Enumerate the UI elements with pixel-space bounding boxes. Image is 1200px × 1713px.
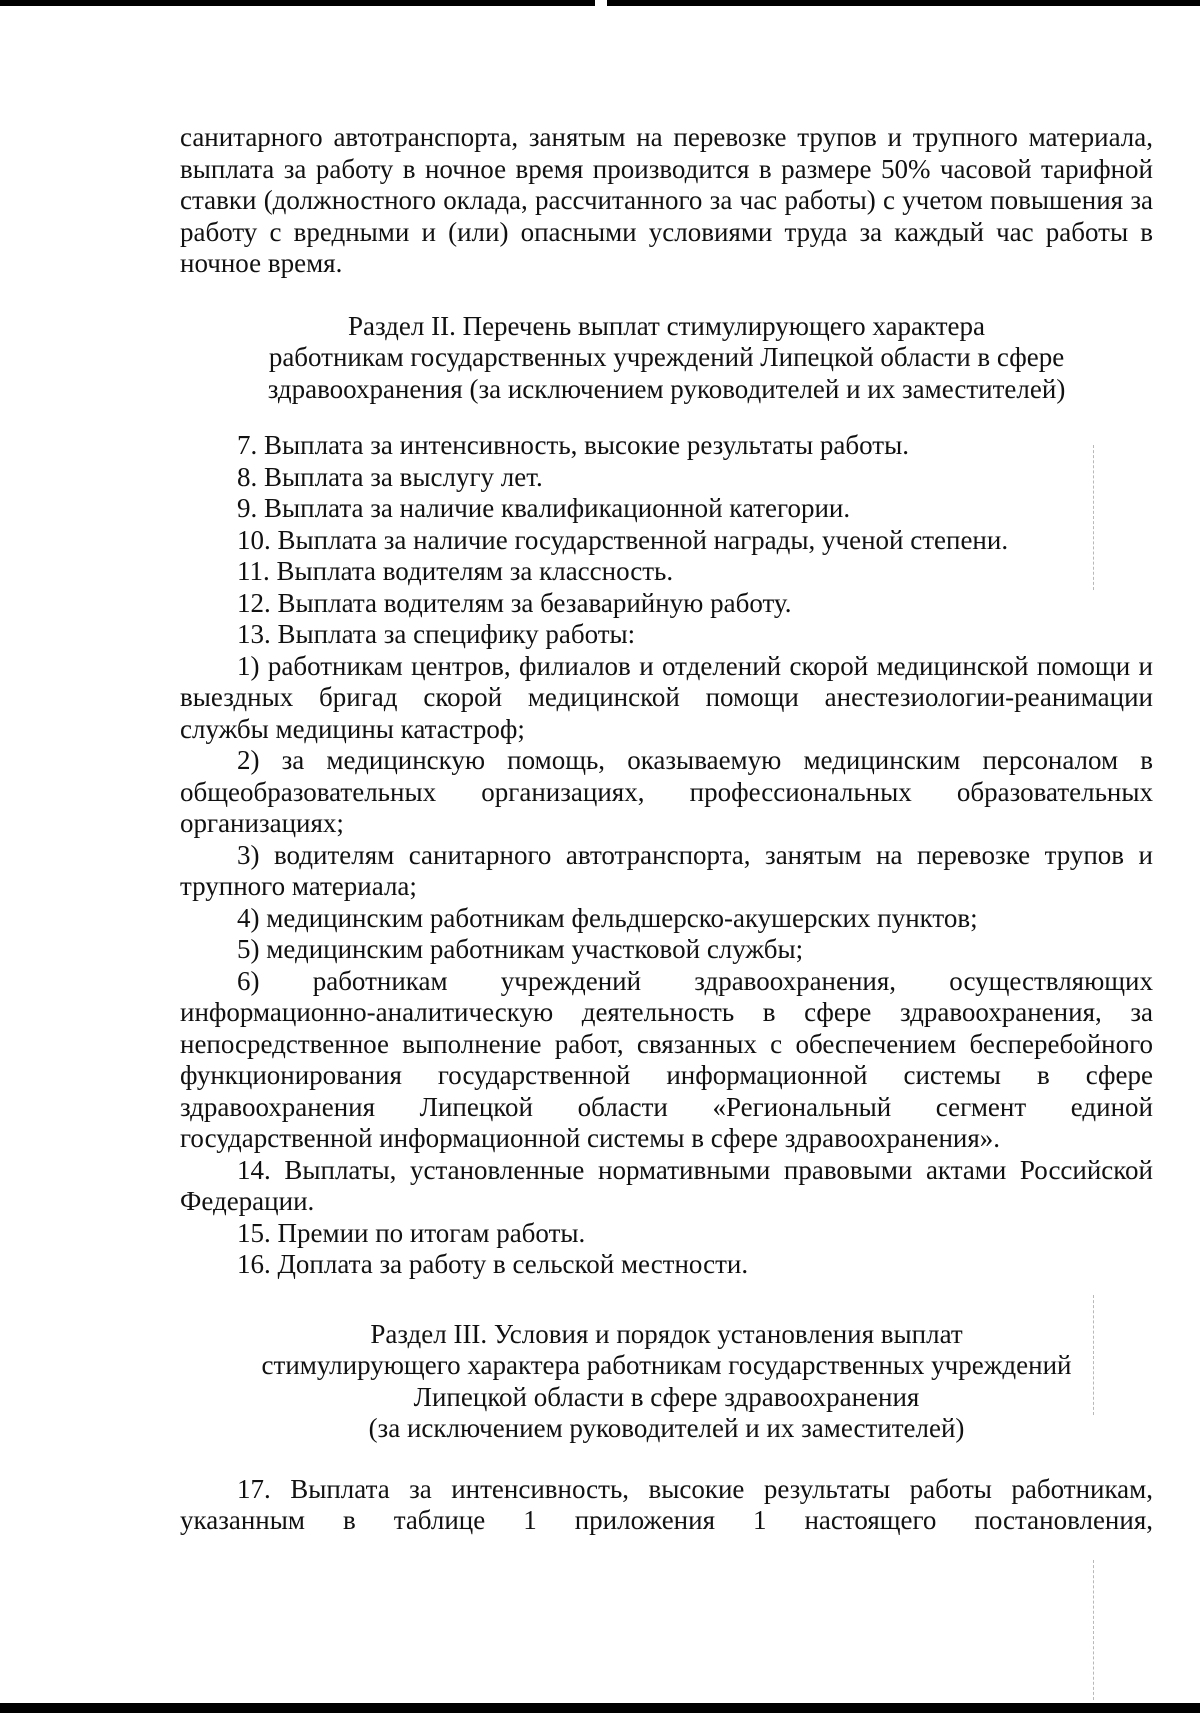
list-item: 15. Премии по итогам работы.: [237, 1217, 586, 1248]
scan-artifact-line: [1093, 1560, 1094, 1700]
section-2-heading: [180, 311, 1153, 406]
spacer: [180, 405, 1153, 430]
list-item: 10. Выплата за наличие государственной награды, ученой степени.: [237, 524, 1009, 555]
list-subitem: 5) медицинским работникам участковой службы;: [237, 934, 804, 964]
list-item: 8. Выплата за выслугу лет.: [237, 461, 543, 492]
list-item: 9. Выплата за наличие квалификационной категории.: [237, 493, 851, 523]
spacer: [180, 280, 1153, 311]
section-heading-line: стимулирующего характера работникам государственных учреждений: [261, 1350, 1072, 1380]
list-item: 7. Выплата за интенсивность, высокие результаты работы.: [237, 430, 909, 460]
spacer: [180, 1445, 1153, 1474]
scan-border-bottom: [0, 1703, 1200, 1713]
list-subitem: 1) работникам центров, филиалов и отделений скорой медицинской помощи и выездных бригад скорой медицинской помощи анестезиологии-реанимации службы медицины катастроф;: [180, 650, 1153, 744]
section-heading-line: Раздел III. Условия и порядок установления выплат: [370, 1318, 963, 1349]
spacer: [180, 1281, 1153, 1319]
section-2-list: [180, 430, 1153, 1281]
list-item: 16. Доплата за работу в сельской местности.: [237, 1249, 749, 1279]
list-subitem: 4) медицинским работникам фельдшерско-акушерских пунктов;: [237, 902, 978, 933]
list-subitem: 3) водителям санитарного автотранспорта, занятым на перевозке трупов и трупного материала;: [180, 839, 1153, 901]
paragraph-17: 17. Выплата за интенсивность, высокие результаты работы работникам, указанным в таблице 1 приложения 1 настоящего постановления,: [180, 1473, 1153, 1535]
section-heading-line: работникам государственных учреждений Липецкой области в сфере: [268, 342, 1065, 372]
list-subitem: 2) за медицинскую помощь, оказываемую медицинским персоналом в общеобразовательных организациях, профессиональных образовательных организациях;: [180, 745, 1153, 838]
list-item: 11. Выплата водителям за классность.: [237, 556, 674, 586]
scan-border-top-left: [0, 0, 595, 6]
intro-paragraph: санитарного автотранспорта, занятым на перевозке трупов и трупного материала, выплата за работу в ночное время производится в размере 50% часовой тарифной ставки (должностного оклада, рассчитанного за час работы) с учетом повышения за работу с вредными и (или) опасными условиями труда за каждый час работы в ночное время.: [180, 122, 1153, 278]
section-heading-line: Раздел II. Перечень выплат стимулирующего характера: [347, 310, 986, 341]
list-item: 14. Выплаты, установленные нормативными правовыми актами Российской Федерации.: [180, 1154, 1153, 1216]
list-item: 12. Выплата водителям за безаварийную работу.: [237, 587, 792, 618]
list-subitem: 6) работникам учреждений здравоохранения, осуществляющих информационно-аналитическую деятельность в сфере здравоохранения, за непосредственное выполнение работ, связанных с обеспечением бесперебойного функционирования государственной информационной системы в сфере здравоохранения Липецкой области «Региональный сегмент единой государственной информационной системы в сфере здравоохранения».: [180, 965, 1153, 1153]
section-heading-line: здравоохранения (за исключением руководителей и их заместителей): [267, 373, 1066, 404]
document-page: [180, 122, 1153, 1568]
list-item: 13. Выплата за специфику работы:: [237, 619, 636, 649]
section-heading-line: Липецкой области в сфере здравоохранения: [413, 1381, 920, 1412]
section-3-heading: [180, 1319, 1153, 1445]
scan-border-top-right: [607, 0, 1200, 6]
section-heading-line: (за исключением руководителей и их заместителей): [368, 1413, 965, 1443]
